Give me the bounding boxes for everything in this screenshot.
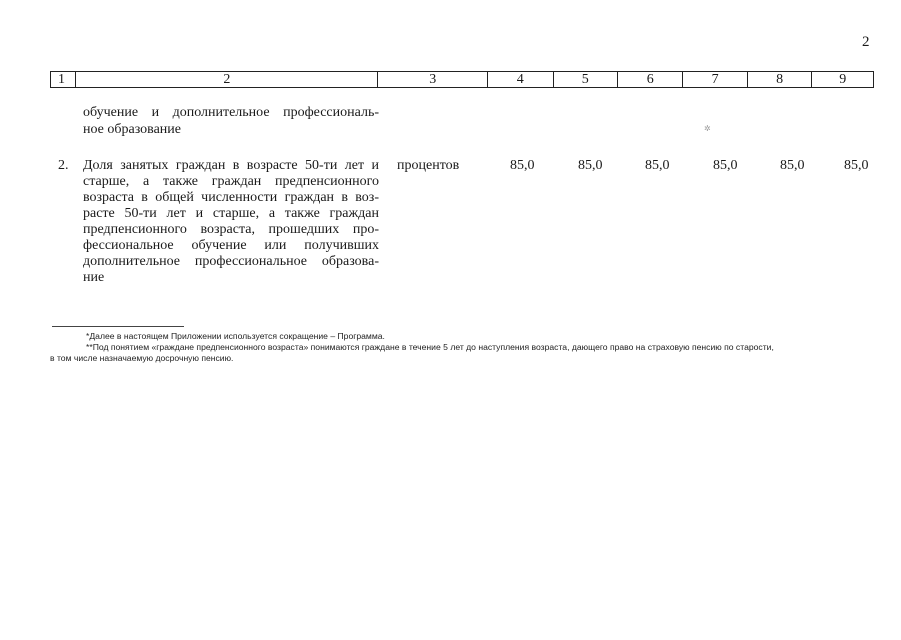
value-col-8: 85,0: [780, 158, 805, 173]
footnote-2: **Под понятием «граждане предпенсионного возраста» понимаются граждане в течение 5 лет до наступления возраста, дающего право на страховую пенсию по старости,: [86, 342, 774, 352]
scan-speck-icon: ✲: [704, 124, 711, 133]
continued-description: [83, 104, 379, 138]
footnote-2-continuation: в том числе назначаемую досрочную пенсию.: [50, 353, 234, 363]
description-line: дополнительное профессиональное образова-: [83, 254, 379, 269]
header-cell-2: 2: [76, 72, 378, 87]
description-line: фессиональное обучение или получивших: [83, 238, 379, 253]
header-cell-7: 7: [683, 72, 747, 87]
description-line: предпенсионного возраста, прошедших про-: [83, 222, 379, 237]
header-cell-1: 1: [51, 72, 76, 87]
description-line: возраста в общей численности граждан в воз-: [83, 190, 379, 205]
value-col-9: 85,0: [844, 158, 869, 173]
value-col-4: 85,0: [510, 158, 535, 173]
header-cell-4: 4: [488, 72, 553, 87]
value-col-5: 85,0: [578, 158, 603, 173]
continued-line: ное образование: [83, 122, 181, 137]
header-cell-8: 8: [748, 72, 812, 87]
row-number: 2.: [58, 158, 69, 173]
description-line: старше, а также граждан предпенсионного: [83, 174, 379, 189]
value-col-7: 85,0: [713, 158, 738, 173]
row-description: [83, 158, 379, 286]
value-col-6: 85,0: [645, 158, 670, 173]
page-number: 2: [862, 34, 870, 50]
description-line: ние: [83, 270, 105, 285]
header-cell-6: 6: [618, 72, 683, 87]
row-unit: процентов: [397, 158, 460, 173]
table-header-row: [50, 71, 874, 88]
footnote-separator: [52, 326, 184, 327]
continued-line: обучение и дополнительное профессиональ-: [83, 105, 379, 120]
footnote-1: *Далее в настоящем Приложении используется сокращение – Программа.: [86, 331, 385, 341]
header-cell-9: 9: [839, 72, 847, 87]
header-cell-3: 3: [378, 72, 488, 87]
description-line: расте 50-ти лет и старше, а также граждан: [83, 206, 379, 221]
header-cell-5: 5: [554, 72, 618, 87]
description-line: Доля занятых граждан в возрасте 50-ти лет и: [83, 158, 379, 173]
